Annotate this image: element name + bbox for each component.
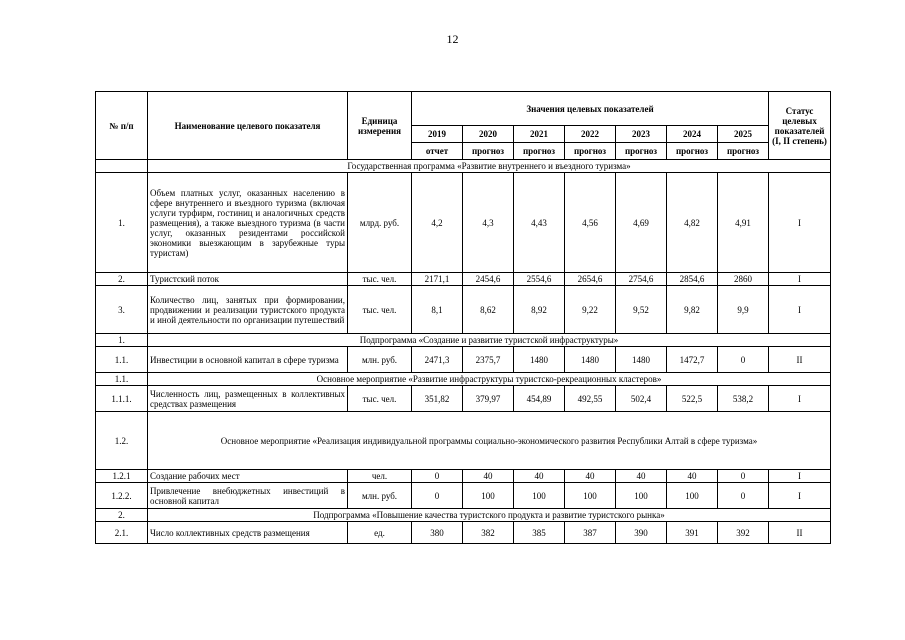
indicator-name: Количество лиц, занятых при формировании, продвижении и реализации туристского продукта и иной деятельности по организации путешествий: [148, 286, 348, 334]
section-row: [96, 509, 831, 522]
value-cell: 2171,1: [412, 273, 463, 286]
row-number: 1.1.: [96, 347, 148, 373]
section-title: Подпрограмма «Повышение качества туристского продукта и развитие туристского рынка»: [148, 509, 831, 522]
indicator-name: Объем платных услуг, оказанных населению в сфере внутреннего и въездного туризма (включая услуги турфирм, гостиниц и аналогичных средств размещения), а также выездного туризма (в части услуг, оказанных резидентами российской экономики выезжающим в зарубежные туры туристам): [148, 173, 348, 273]
unit-cell: млрд. руб.: [348, 173, 412, 273]
section-row: [96, 160, 831, 173]
value-cell: 392: [718, 522, 769, 544]
value-cell: 40: [616, 470, 667, 483]
header-year: 2023: [616, 126, 667, 143]
value-cell: 2860: [718, 273, 769, 286]
section-number: [96, 160, 148, 173]
status-cell: II: [769, 522, 831, 544]
value-cell: 502,4: [616, 386, 667, 412]
value-cell: 0: [412, 470, 463, 483]
value-cell: 387: [565, 522, 616, 544]
value-cell: 4,2: [412, 173, 463, 273]
table-row: [96, 273, 831, 286]
table-row: [96, 470, 831, 483]
value-cell: 454,89: [514, 386, 565, 412]
indicator-name: Создание рабочих мест: [148, 470, 348, 483]
value-cell: 380: [412, 522, 463, 544]
header-status: Статус целевых показателей (I, II степень): [769, 92, 831, 160]
table-row: [96, 483, 831, 509]
value-cell: 40: [565, 470, 616, 483]
header-year-type: прогноз: [514, 143, 565, 160]
value-cell: 379,97: [463, 386, 514, 412]
value-cell: 100: [565, 483, 616, 509]
value-cell: 0: [718, 470, 769, 483]
row-number: 1.2.1: [96, 470, 148, 483]
table-row: [96, 173, 831, 273]
value-cell: 1480: [616, 347, 667, 373]
value-cell: 8,92: [514, 286, 565, 334]
section-title: Основное мероприятие «Развитие инфраструктуры туристско-рекреационных кластеров»: [148, 373, 831, 386]
value-cell: 2375,7: [463, 347, 514, 373]
status-cell: I: [769, 386, 831, 412]
indicator-name: Инвестиции в основной капитал в сфере туризма: [148, 347, 348, 373]
status-cell: I: [769, 483, 831, 509]
value-cell: 40: [667, 470, 718, 483]
value-cell: 0: [412, 483, 463, 509]
section-title: Государственная программа «Развитие внутреннего и въездного туризма»: [148, 160, 831, 173]
row-number: 3.: [96, 286, 148, 334]
header-year-type: прогноз: [565, 143, 616, 160]
table-row: [96, 286, 831, 334]
header-year: 2025: [718, 126, 769, 143]
status-cell: I: [769, 470, 831, 483]
section-row: [96, 412, 831, 470]
row-number: 2.: [96, 273, 148, 286]
value-cell: 4,82: [667, 173, 718, 273]
table-row: [96, 347, 831, 373]
header-year-type: прогноз: [667, 143, 718, 160]
header-unit: Единица измерения: [348, 92, 412, 160]
status-cell: II: [769, 347, 831, 373]
value-cell: 1472,7: [667, 347, 718, 373]
value-cell: 8,1: [412, 286, 463, 334]
value-cell: 4,43: [514, 173, 565, 273]
unit-cell: млн. руб.: [348, 483, 412, 509]
value-cell: 100: [616, 483, 667, 509]
row-number: 1.: [96, 173, 148, 273]
value-cell: 538,2: [718, 386, 769, 412]
section-number: 2.: [96, 509, 148, 522]
status-cell: I: [769, 273, 831, 286]
unit-cell: тыс. чел.: [348, 273, 412, 286]
unit-cell: млн. руб.: [348, 347, 412, 373]
section-title: Подпрограмма «Создание и развитие туристской инфраструктуры»: [148, 334, 831, 347]
value-cell: 100: [667, 483, 718, 509]
value-cell: 2471,3: [412, 347, 463, 373]
unit-cell: тыс. чел.: [348, 386, 412, 412]
value-cell: 1480: [514, 347, 565, 373]
value-cell: 2754,6: [616, 273, 667, 286]
status-cell: I: [769, 286, 831, 334]
value-cell: 0: [718, 347, 769, 373]
header-year: 2024: [667, 126, 718, 143]
header-year-type: прогноз: [463, 143, 514, 160]
indicator-name: Привлечение внебюджетных инвестиций в основной капитал: [148, 483, 348, 509]
value-cell: 9,22: [565, 286, 616, 334]
value-cell: 4,91: [718, 173, 769, 273]
value-cell: 100: [463, 483, 514, 509]
value-cell: 2454,6: [463, 273, 514, 286]
indicator-name: Численность лиц, размещенных в коллективных средствах размещения: [148, 386, 348, 412]
value-cell: 9,9: [718, 286, 769, 334]
header-year-type: прогноз: [718, 143, 769, 160]
value-cell: 4,56: [565, 173, 616, 273]
section-row: [96, 373, 831, 386]
header-year-type: прогноз: [616, 143, 667, 160]
status-cell: I: [769, 173, 831, 273]
header-year: 2020: [463, 126, 514, 143]
value-cell: 9,82: [667, 286, 718, 334]
value-cell: 522,5: [667, 386, 718, 412]
section-number: 1.: [96, 334, 148, 347]
section-row: [96, 334, 831, 347]
unit-cell: ед.: [348, 522, 412, 544]
value-cell: 390: [616, 522, 667, 544]
row-number: 2.1.: [96, 522, 148, 544]
indicator-name: Число коллективных средств размещения: [148, 522, 348, 544]
row-number: 1.2.2.: [96, 483, 148, 509]
table-row: [96, 386, 831, 412]
header-year: 2019: [412, 126, 463, 143]
value-cell: 382: [463, 522, 514, 544]
target-indicators-table: [95, 91, 831, 544]
page-number: 12: [446, 32, 459, 46]
header-num: № п/п: [96, 92, 148, 160]
value-cell: 9,52: [616, 286, 667, 334]
value-cell: 8,62: [463, 286, 514, 334]
value-cell: 2654,6: [565, 273, 616, 286]
value-cell: 40: [463, 470, 514, 483]
table-row: [96, 522, 831, 544]
header-name: Наименование целевого показателя: [148, 92, 348, 160]
section-title: Основное мероприятие «Реализация индивидуальной программы социально-экономического развития Республики Алтай в сфере туризма»: [148, 412, 831, 470]
unit-cell: тыс. чел.: [348, 286, 412, 334]
value-cell: 100: [514, 483, 565, 509]
value-cell: 391: [667, 522, 718, 544]
value-cell: 351,82: [412, 386, 463, 412]
header-year: 2021: [514, 126, 565, 143]
header-year-type: отчет: [412, 143, 463, 160]
value-cell: 4,69: [616, 173, 667, 273]
header-year: 2022: [565, 126, 616, 143]
value-cell: 492,55: [565, 386, 616, 412]
value-cell: 40: [514, 470, 565, 483]
indicator-name: Туристский поток: [148, 273, 348, 286]
section-number: 1.2.: [96, 412, 148, 470]
header-values: Значения целевых показателей: [412, 92, 769, 126]
section-number: 1.1.: [96, 373, 148, 386]
row-number: 1.1.1.: [96, 386, 148, 412]
unit-cell: чел.: [348, 470, 412, 483]
value-cell: 1480: [565, 347, 616, 373]
value-cell: 2554,6: [514, 273, 565, 286]
value-cell: 2854,6: [667, 273, 718, 286]
value-cell: 0: [718, 483, 769, 509]
value-cell: 4,3: [463, 173, 514, 273]
value-cell: 385: [514, 522, 565, 544]
